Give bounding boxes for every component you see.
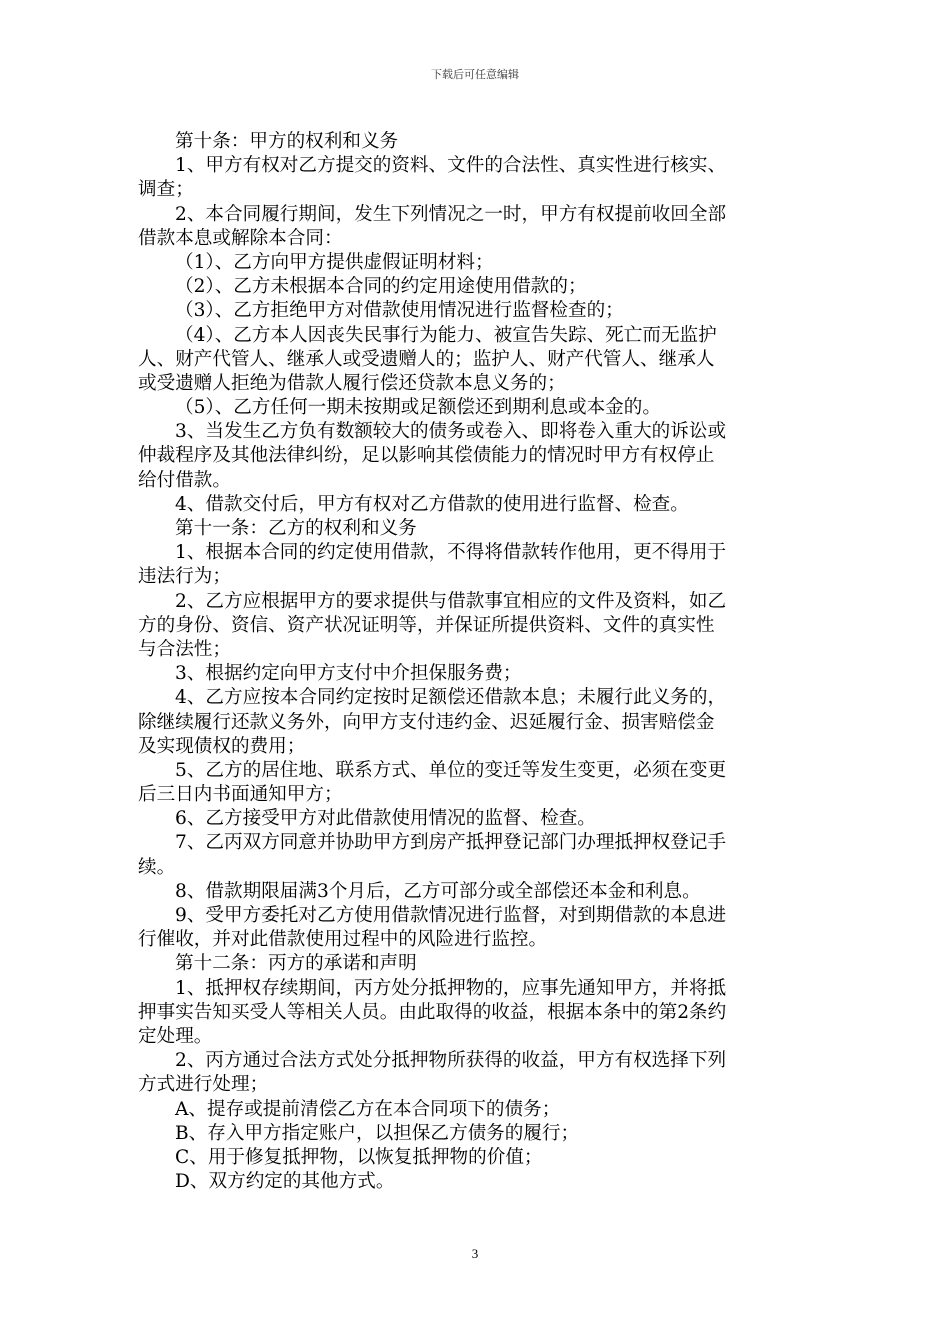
text-line: 仲裁程序及其他法律纠纷，足以影响其偿债能力的情况时甲方有权停止 <box>138 445 715 467</box>
text-line: 给付借款。 <box>138 469 231 491</box>
text-line: 3、根据约定向甲方支付中介担保服务费； <box>175 663 522 685</box>
text-line: 4、借款交付后，甲方有权对乙方借款的使用进行监督、检查。 <box>175 493 689 515</box>
text-line: 5、乙方的居住地、联系方式、单位的变迁等发生变更，必须在变更 <box>175 759 727 781</box>
text-line: （1）、乙方向甲方提供虚假证明材料； <box>175 251 494 273</box>
text-line: 及实现债权的费用； <box>138 735 306 757</box>
text-line: 第十一条：乙方的权利和义务 <box>175 518 417 539</box>
text-line: 4、乙方应按本合同约定按时足额偿还借款本息；未履行此义务的， <box>175 687 727 709</box>
text-line: 除继续履行还款义务外，向甲方支付违约金、迟延履行金、损害赔偿金 <box>138 711 715 733</box>
text-line: D、双方约定的其他方式。 <box>175 1171 395 1193</box>
text-line: 押事实告知买受人等相关人员。由此取得的收益，根据本条中的第2条约 <box>138 1001 727 1023</box>
text-line: 续。 <box>138 856 176 878</box>
text-line: （5）、乙方任何一期未按期或足额偿还到期利息或本金的。 <box>175 397 661 419</box>
text-line: 违法行为； <box>138 566 231 588</box>
text-line: 调查； <box>138 179 194 201</box>
text-line: （4）、乙方本人因丧失民事行为能力、被宣告失踪、死亡而无监护 <box>175 324 717 346</box>
text-line: 方式进行处理； <box>138 1074 269 1096</box>
text-line: 与合法性； <box>138 638 231 660</box>
text-line: （3）、乙方拒绝甲方对借款使用情况进行监督检查的； <box>175 300 624 322</box>
page-number: 3 <box>471 1246 479 1261</box>
text-line: A、提存或提前清偿乙方在本合同项下的债务； <box>175 1098 561 1120</box>
text-line: 第十条：甲方的权利和义务 <box>175 131 399 152</box>
text-line: 后三日内书面通知甲方； <box>138 784 343 806</box>
text-line: 或受遗赠人拒绝为借款人履行偿还贷款本息义务的； <box>138 372 566 394</box>
document-body <box>138 130 828 1194</box>
page-header: 下载后可任意编辑 <box>431 68 519 81</box>
text-line: 借款本息或解除本合同： <box>138 227 343 249</box>
text-line: 行催收，并对此借款使用过程中的风险进行监控。 <box>138 929 548 951</box>
text-line: 9、受甲方委托对乙方使用借款情况进行监督，对到期借款的本息进 <box>175 905 727 926</box>
text-line: 6、乙方接受甲方对此借款使用情况的监督、检查。 <box>175 808 596 830</box>
text-line: C、用于修复抵押物，以恢复抵押物的价值； <box>175 1146 543 1168</box>
text-line: B、存入甲方指定账户，以担保乙方债务的履行； <box>175 1122 580 1144</box>
text-line: 第十二条：丙方的承诺和声明 <box>175 953 417 975</box>
text-line: 3、当发生乙方负有数额较大的债务或卷入、即将卷入重大的诉讼或 <box>175 421 727 443</box>
text-line: 定处理。 <box>138 1025 213 1047</box>
text-line: （2）、乙方未根据本合同的约定用途使用借款的； <box>175 276 587 298</box>
text-line: 1、甲方有权对乙方提交的资料、文件的合法性、真实性进行核实、 <box>175 155 727 177</box>
text-line: 1、抵押权存续期间，丙方处分抵押物的，应事先通知甲方，并将抵 <box>175 977 727 999</box>
text-line: 8、借款期限届满3个月后，乙方可部分或全部偿还本金和利息。 <box>175 880 701 902</box>
text-line: 2、丙方通过合法方式处分抵押物所获得的收益，甲方有权选择下列 <box>175 1050 727 1072</box>
text-line: 方的身份、资信、资产状况证明等，并保证所提供资料、文件的真实性 <box>138 614 715 636</box>
text-line: 2、乙方应根据甲方的要求提供与借款事宜相应的文件及资料，如乙 <box>175 590 727 612</box>
text-line: 2、本合同履行期间，发生下列情况之一时，甲方有权提前收回全部 <box>175 203 727 225</box>
text-line: 1、根据本合同的约定使用借款，不得将借款转作他用，更不得用于 <box>175 542 727 564</box>
text-line: 人、财产代管人、继承人或受遗赠人的；监护人、财产代管人、继承人 <box>138 348 715 370</box>
text-line: 7、乙丙双方同意并协助甲方到房产抵押登记部门办理抵押权登记手 <box>175 832 727 854</box>
